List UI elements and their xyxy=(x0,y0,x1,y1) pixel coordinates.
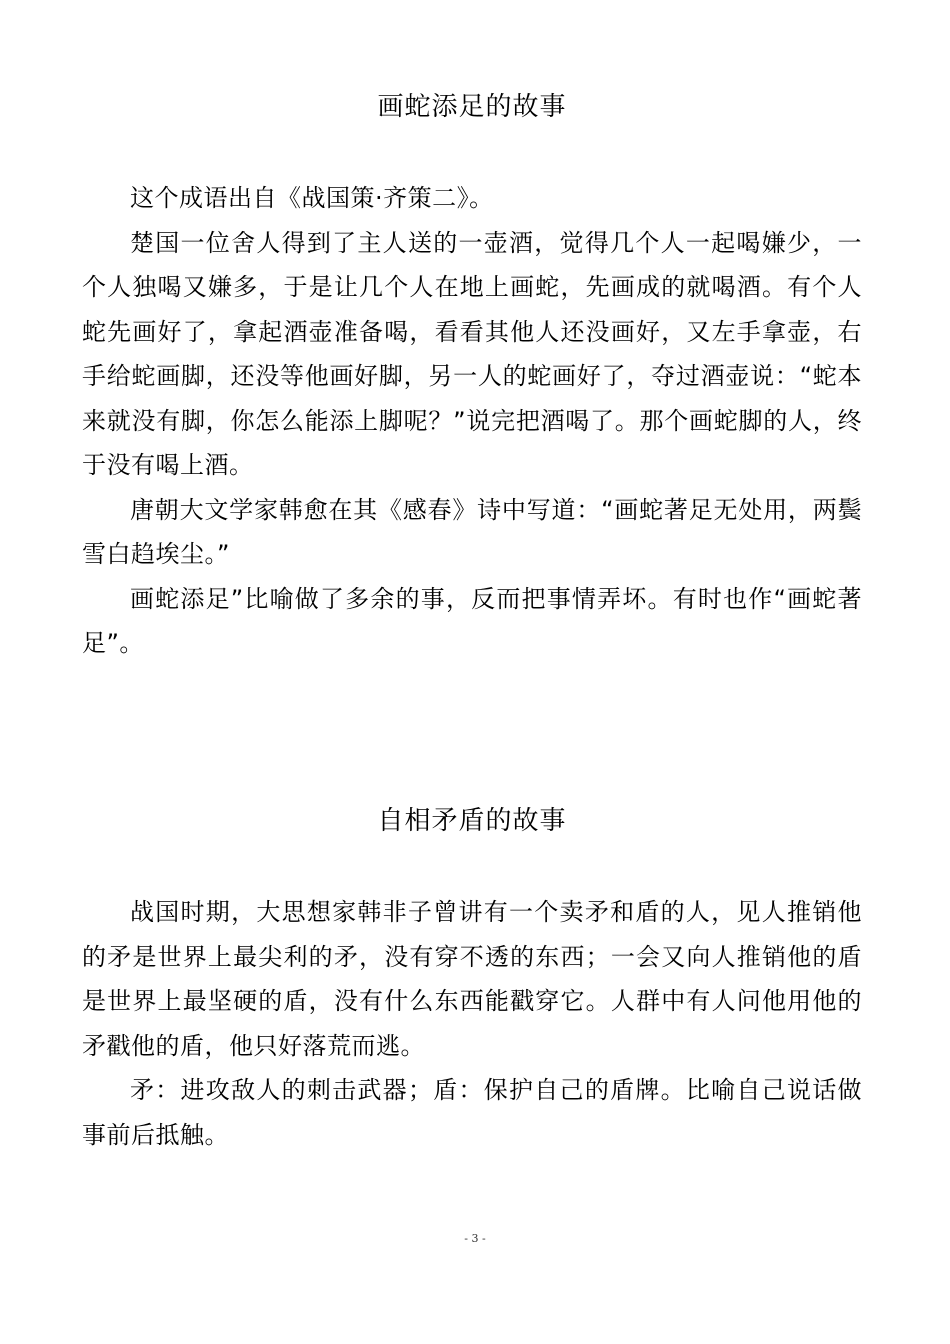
page-number: - 3 - xyxy=(464,1232,486,1245)
paragraph: 战国时期，大思想家韩非子曾讲有一个卖矛和盾的人，见人推销他的矛是世界上最尖利的矛，没有穿不透的东西；一会又向人推销他的盾是世界上最坚硬的盾，没有什么东西能戳穿它。人群中有人问他用他的矛戳他的盾，他只好落荒而逃。 xyxy=(82,898,862,1060)
story-hua-she-tian-zu xyxy=(82,86,862,666)
paragraph: 唐朝大文学家韩愈在其《感春》诗中写道：“画蛇著足无处用，两鬓雪白趋埃尘。” xyxy=(82,495,862,568)
story-title: 画蛇添足的故事 xyxy=(377,92,567,122)
story-title: 自相矛盾的故事 xyxy=(377,806,567,836)
paragraph: 画蛇添足”比喻做了多余的事，反而把事情弄坏。有时也作“画蛇著足”。 xyxy=(82,584,862,657)
paragraph: 这个成语出自《战国策·齐策二》。 xyxy=(130,184,494,212)
paragraph: 矛：进攻敌人的刺击武器；盾：保护自己的盾牌。比喻自己说话做事前后抵触。 xyxy=(82,1076,862,1149)
story-zi-xiang-mao-dun xyxy=(82,800,862,1157)
paragraph: 楚国一位舍人得到了主人送的一壶酒，觉得几个人一起喝嫌少，一个人独喝又嫌多，于是让几个人在地上画蛇，先画成的就喝酒。有个人蛇先画好了，拿起酒壶准备喝，看看其他人还没画好，又左手拿壶，右手给蛇画脚，还没等他画好脚，另一人的蛇画好了，夺过酒壶说：“蛇本来就没有脚，你怎么能添上脚呢？”说完把酒喝了。那个画蛇脚的人，终于没有喝上酒。 xyxy=(82,228,862,479)
